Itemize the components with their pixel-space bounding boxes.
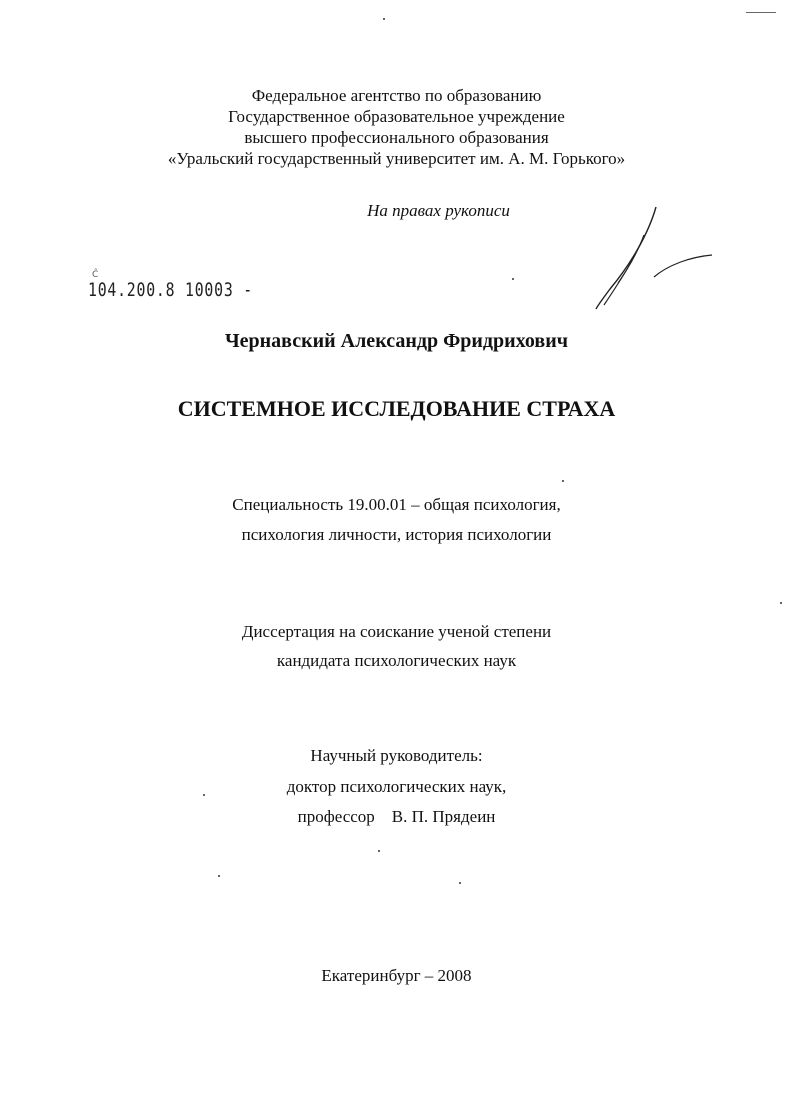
manuscript-note: На правах рукописи	[367, 201, 510, 220]
signature-image	[590, 205, 720, 315]
dissertation-title: СИСТЕМНОЕ ИССЛЕДОВАНИЕ СТРАХА	[177, 396, 616, 421]
scan-speck	[562, 480, 564, 482]
scan-speck	[203, 794, 205, 796]
author-name: Чернавский Александр Фридрихович	[224, 330, 569, 352]
ministry-line: Федеральное агентство по образованию	[251, 86, 542, 105]
scan-speck	[780, 602, 782, 604]
institution-level-line: высшего профессионального образования	[244, 128, 549, 147]
supervisor-name: профессор В. П. Прядеин	[297, 807, 496, 826]
degree-line-2: кандидата психологических наук	[276, 651, 517, 670]
specialty-line-1: Специальность 19.00.01 – общая психология,	[232, 495, 561, 514]
university-name-line: «Уральский государственный университет им. А. М. Горького»	[167, 149, 626, 168]
degree-line-1: Диссертация на соискание ученой степени	[241, 622, 552, 641]
supervisor-heading: Научный руководитель:	[310, 746, 483, 765]
institution-type-line: Государственное образовательное учреждение	[228, 107, 565, 126]
stamp-mark: Ĉ	[92, 270, 99, 280]
library-stamp-number: 104.200.8 10003 -	[88, 279, 253, 301]
city-year: Екатеринбург – 2008	[321, 966, 472, 985]
scan-speck	[459, 882, 461, 884]
scan-speck	[218, 875, 220, 877]
scan-speck	[512, 278, 514, 280]
scan-speck	[746, 12, 776, 13]
scan-speck	[378, 850, 380, 852]
supervisor-degree: доктор психологических наук,	[286, 777, 507, 796]
scan-speck	[383, 18, 385, 20]
specialty-line-2: психология личности, история психологии	[241, 525, 552, 544]
